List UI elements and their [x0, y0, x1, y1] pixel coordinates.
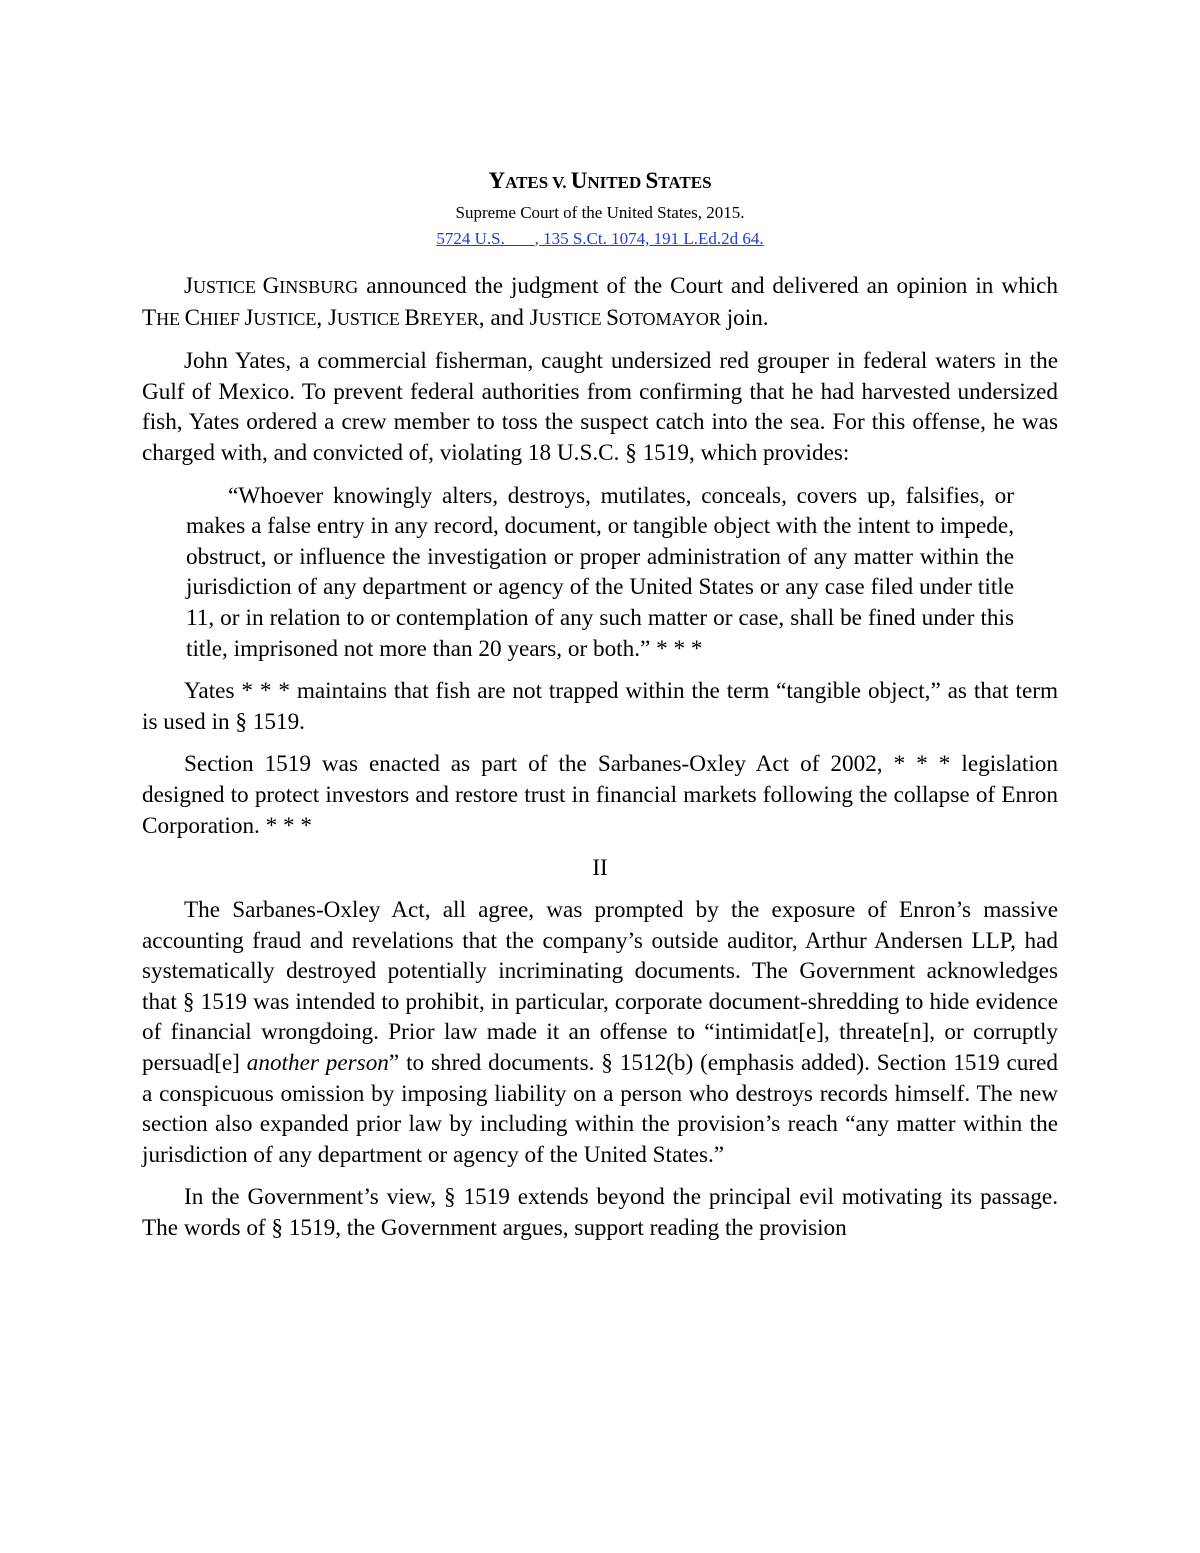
justice-ginsburg: JUSTICE GINSBURG — [184, 273, 359, 298]
opinion-body — [142, 271, 1058, 1244]
yates-argument-paragraph: Yates * * * maintains that fish are not trapped within the term “tangible object,” as that term is used in § 1519. — [142, 678, 1058, 735]
title-initial-s: S — [645, 168, 659, 193]
section-heading: II — [592, 855, 608, 881]
section-ii-text-a: The Sarbanes-Oxley Act, all agree, was prompted by the exposure of Enron’s massive accounting fraud and revelations that the company’s outside auditor, Arthur Andersen LLP, had systematically destroyed potentially incriminating documents. The Government acknowledges that § 1519 was intended to prohibit, in particular, corporate document-shredding to hide evidence of financial wrongdoing. Prior law made it an offense to “intimidat[e], threate[n], or corruptly persuad[e] — [142, 897, 1058, 1077]
document-page — [142, 164, 1058, 1256]
section-ii-paragraph-1 — [142, 895, 1058, 1170]
intro-paragraph — [142, 271, 1058, 334]
justice-breyer: JUSTICE BREYER — [327, 304, 479, 330]
case-title — [142, 164, 1058, 200]
court-line: Supreme Court of the United States, 2015. — [455, 203, 745, 222]
section-ii-paragraph-2: In the Government’s view, § 1519 extends beyond the principal evil motivating its passage. The words of § 1519, the Government argues, support reading the provision — [142, 1184, 1058, 1242]
statute-quote: “Whoever knowingly alters, destroys, mutilates, conceals, covers up, falsifies, or makes a false entry in any record, document, or tangible object with the intent to impede, obstruct, or influence the investigation or proper administration of any matter within the jurisdiction of any department or agency of the United States or any case filed under title 11, or in relation to or contemplation of any such matter or case, shall be fined under this title, imprisoned not more than 20 years, or both.” * * * — [186, 482, 1014, 662]
title-initial-y: Y — [488, 168, 506, 193]
intro-text-1: announced the judgment of the Court and delivered an opinion in which — [358, 273, 1059, 299]
citation-line — [142, 226, 1058, 252]
title-smallcaps-ates: ATES V. — [505, 173, 571, 192]
title-smallcaps-nited: NITED — [587, 173, 646, 192]
sarbanes-oxley-paragraph: Section 1519 was enacted as part of the Sarbanes-Oxley Act of 2002, * * * legislation designed to protect investors and restore trust in financial markets following the collapse of Enron Corporation. * * * — [142, 751, 1058, 839]
title-smallcaps-tates: TATES — [658, 173, 712, 192]
title-initial-u: U — [570, 168, 588, 193]
citation-link[interactable]: 5724 U.S. ___, 135 S.Ct. 1074, 191 L.Ed.2d 64. — [436, 229, 764, 248]
section-ii-text-b: ” to shred documents. § 1512(b) (emphasis added). Section 1519 cured a conspicuous omission by imposing liability on a person who destroys records himself. The new section also expanded prior law by including within the provision’s reach “any matter within the jurisdiction of any department or agency of the United States.” — [142, 1050, 1058, 1168]
the-chief-justice: THE CHIEF JUSTICE — [142, 304, 317, 330]
intro-text-2: , — [316, 304, 328, 331]
facts-paragraph: John Yates, a commercial fisherman, caught undersized red grouper in federal waters in the Gulf of Mexico. To prevent federal authorities from confirming that he had harvested undersized fish, Yates ordered a crew member to toss the suspect catch into the sea. For this offense, he was charged with, and convicted of, violating 18 U.S.C. § 1519, which provides: — [142, 348, 1058, 466]
justice-sotomayor: JUSTICE SOTOMAYOR — [529, 304, 721, 330]
intro-text-4: join. — [720, 304, 769, 331]
intro-text-3: , and — [478, 304, 530, 331]
emphasis-another-person: another person — [246, 1050, 389, 1077]
